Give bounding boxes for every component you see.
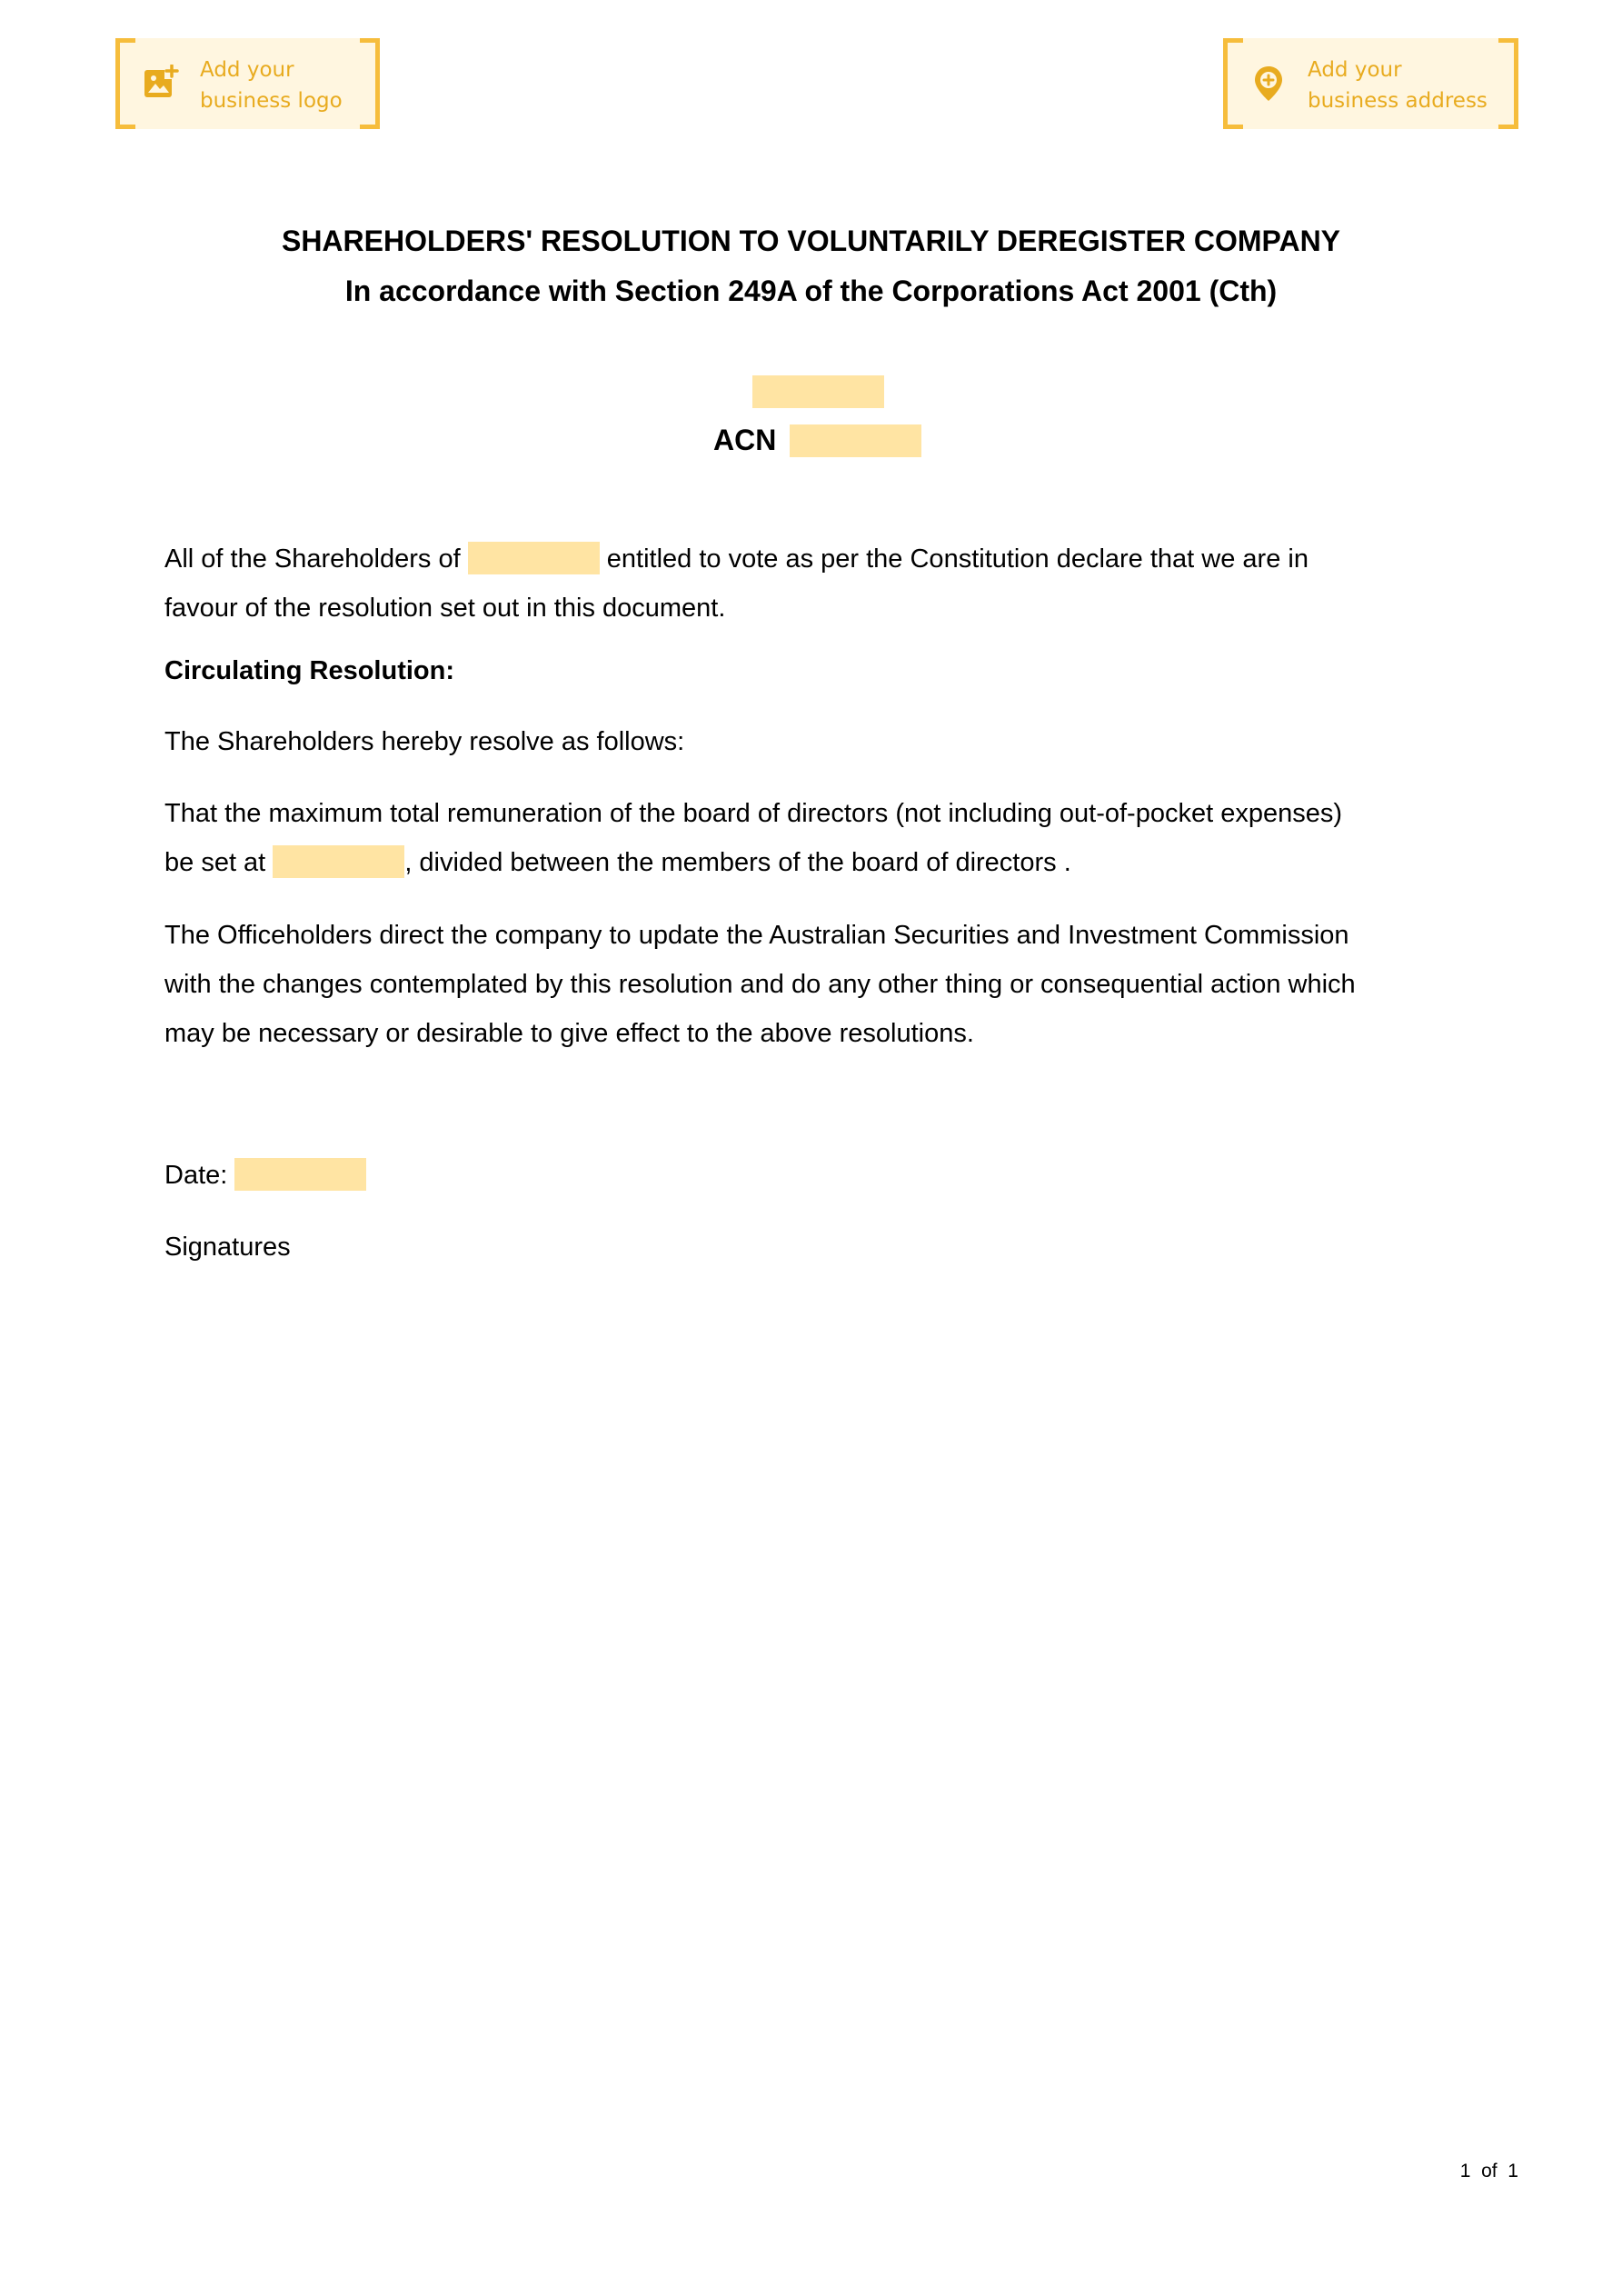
remuneration-text-before: be set at [164,848,266,877]
officeholders-line-3: may be necessary or desirable to give effect to the above resolutions. [164,1019,974,1048]
acn-field[interactable] [790,424,921,457]
address-placeholder-line2: business address [1308,89,1488,113]
date-line [164,1151,1473,1200]
remuneration-text-after: , divided between the members of the board of directors . [404,848,1071,877]
page-number: 1 of 1 [1459,2161,1518,2181]
add-image-icon [143,65,179,101]
company-name-inline-field[interactable] [468,542,600,574]
document-subtitle: In accordance with Section 249A of the Corporations Act 2001 (Cth) [344,275,1278,307]
intro-line-1 [164,534,1473,584]
bracket-right [360,38,380,129]
add-business-logo-button[interactable] [115,38,380,129]
logo-placeholder-text [200,55,343,116]
date-label: Date: [164,1161,228,1190]
date-field[interactable] [234,1158,366,1191]
officeholders-paragraph [164,911,1473,1058]
logo-placeholder-line2: business logo [200,89,343,113]
officeholders-line-2: with the changes contemplated by this resolution and do any other thing or consequential action which [164,970,1356,999]
remuneration-line-1: That the maximum total remuneration of the board of directors (not including out-of-pocket expenses) [164,799,1342,828]
remuneration-line-2 [164,838,1473,887]
acn-label: ACN [713,424,777,456]
intro-paragraph [164,534,1473,633]
intro-line-2: favour of the resolution set out in this document. [164,594,726,623]
map-pin-plus-icon [1250,65,1287,101]
bracket-left [115,38,135,129]
address-placeholder-line1: Add your [1308,58,1402,82]
bracket-left [1223,38,1243,129]
logo-placeholder-line1: Add your [200,58,294,82]
intro-text-2: entitled to vote as per the Constitution declare that we are in [606,544,1309,574]
document-title: SHAREHOLDERS' RESOLUTION TO VOLUNTARILY DEREGISTER COMPANY [281,225,1341,257]
remuneration-paragraph [164,789,1473,887]
bracket-right [1498,38,1518,129]
officeholders-line-1: The Officeholders direct the company to update the Australian Securities and Investment Commission [164,921,1349,950]
company-name-field[interactable] [752,375,884,408]
intro-text-1: All of the Shareholders of [164,544,461,574]
circulating-resolution-heading: Circulating Resolution: [164,656,454,685]
remuneration-amount-field[interactable] [273,845,404,878]
add-business-address-button[interactable] [1223,38,1518,129]
address-placeholder-text [1308,55,1488,116]
signatures-label: Signatures [164,1233,291,1262]
acn-line [713,420,921,460]
resolve-paragraph: The Shareholders hereby resolve as follows: [164,727,685,756]
